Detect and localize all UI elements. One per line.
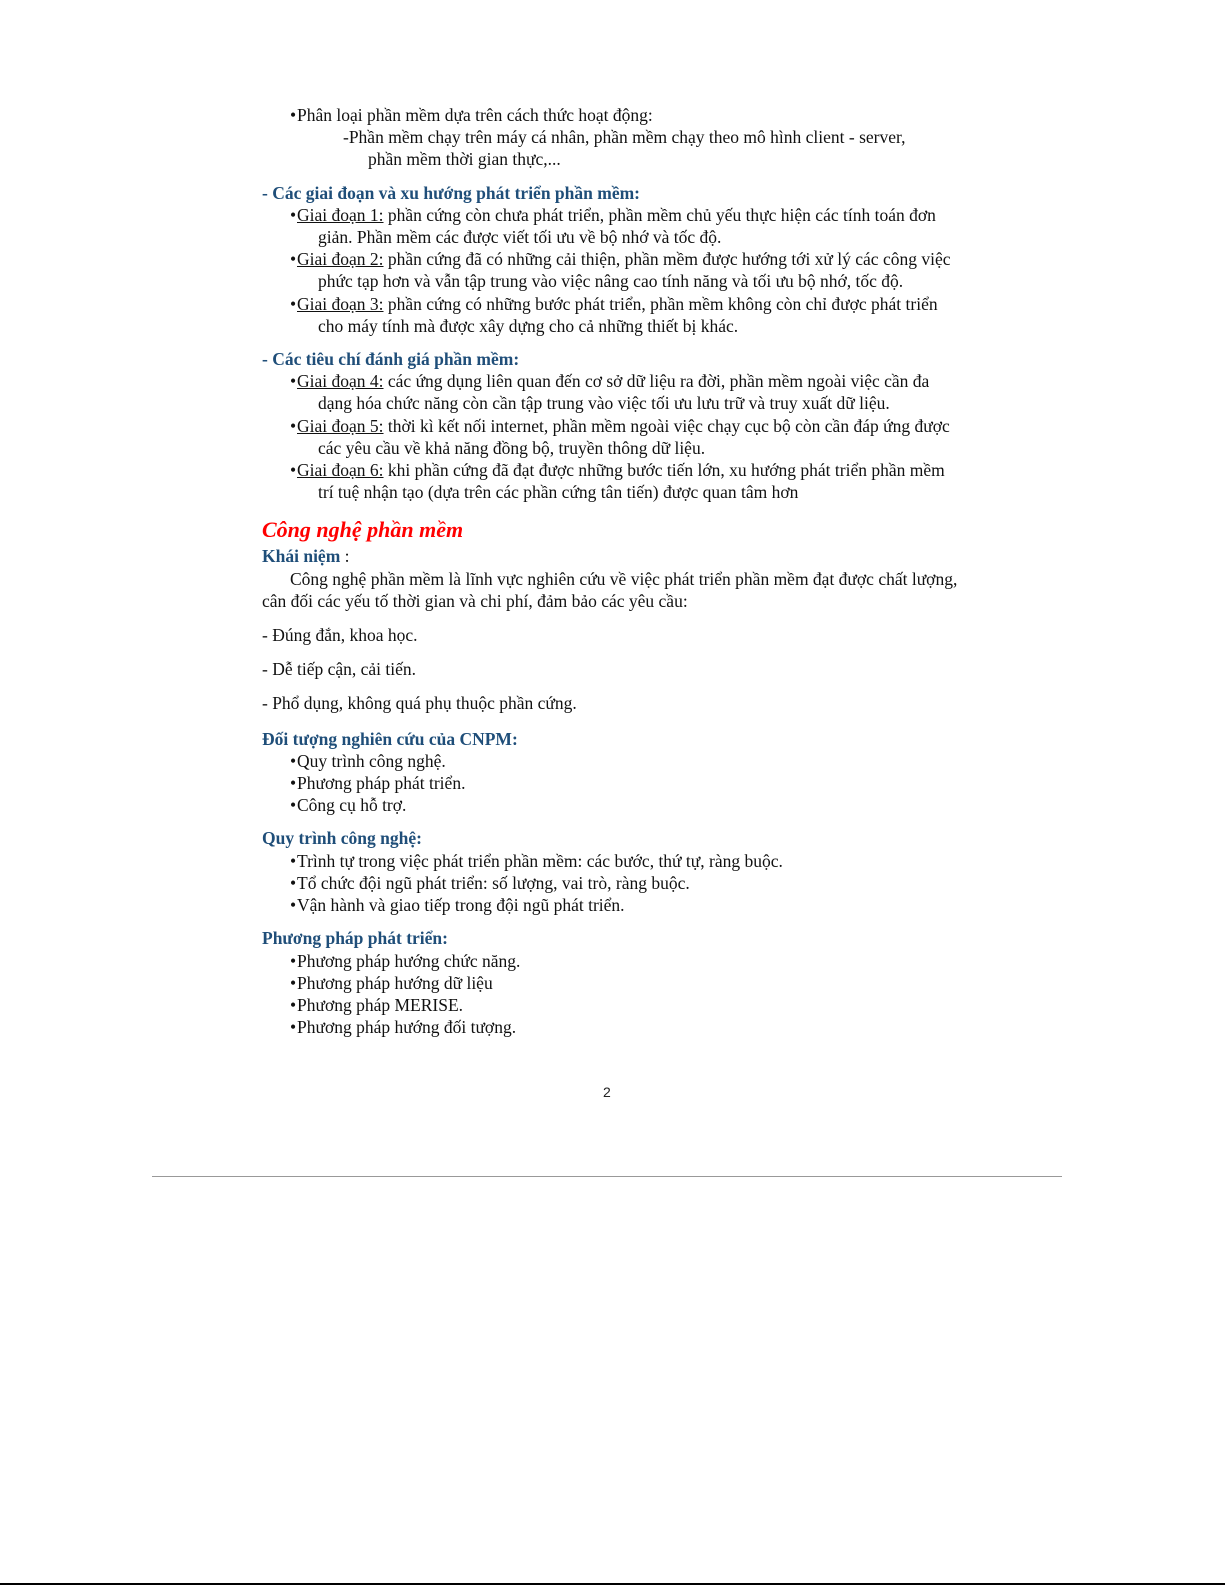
stage-item (262, 204, 962, 248)
stage-name: Giai đoạn 2: (297, 249, 384, 270)
classification-sub-item (262, 126, 962, 170)
list-item: • Phương pháp hướng dữ liệu (262, 972, 962, 994)
stage-name: Giai đoạn 1: (297, 204, 384, 225)
requirement-item: - Dễ tiếp cận, cải tiến. (262, 659, 417, 680)
list-item: • Trình tự trong việc phát triển phần mềm: các bước, thứ tự, ràng buộc. (262, 850, 962, 872)
section-title: Công nghệ phần mềm (262, 517, 464, 543)
concept-colon: : (340, 546, 350, 567)
concept-paragraph: Công nghệ phần mềm là lĩnh vực nghiên cứu về việc phát triển phần mềm đạt được chất lượng, cân đối các yếu tố thời gian và chi phí, đảm bảo các yêu cầu: (262, 568, 958, 611)
objects-heading: Đối tượng nghiên cứu của CNPM: (262, 728, 518, 749)
stage-item (262, 415, 962, 459)
list-item: • Phương pháp hướng chức năng. (262, 950, 962, 972)
page-divider (152, 1176, 1062, 1177)
stage-item (262, 370, 962, 414)
list-item: • Phương pháp phát triển. (262, 772, 962, 794)
requirement-item: - Đúng đắn, khoa học. (262, 625, 418, 646)
concept-heading (262, 545, 962, 567)
list-item: • Công cụ hỗ trợ. (262, 794, 962, 816)
list-item: • Quy trình công nghệ. (262, 750, 962, 772)
classification-sub-line2: phần mềm thời gian thực,... (368, 149, 561, 170)
methods-heading: Phương pháp phát triển: (262, 928, 448, 949)
requirement-item: - Phổ dụng, không quá phụ thuộc phần cứng. (262, 693, 577, 714)
list-item: • Tổ chức đội ngũ phát triển: số lượng, vai trò, ràng buộc. (262, 872, 962, 894)
stage-item (262, 293, 962, 337)
page-number: 2 (603, 1084, 611, 1100)
criteria-heading: - Các tiêu chí đánh giá phần mềm: (262, 349, 520, 370)
page-content (262, 104, 962, 1038)
stage-text: khi phần cứng đã đạt được những bước tiến lớn, xu hướng phát triển phần mềm trí tuệ nhận tạo (dựa trên các phần cứng tân tiến) được quan tâm hơn (318, 460, 945, 503)
stage-text: các ứng dụng liên quan đến cơ sở dữ liệu ra đời, phần mềm ngoài việc cần đa dạng hóa chức năng còn cần tập trung vào việc tối ưu lưu trữ và truy xuất dữ liệu. (318, 371, 930, 414)
stage-text: phần cứng có những bước phát triển, phần mềm không còn chỉ được phát triển cho máy tính mà được xây dựng cho cả những thiết bị khác. (318, 293, 938, 336)
list-item: • Phương pháp MERISE. (262, 994, 962, 1016)
stage-name: Giai đoạn 6: (297, 460, 384, 481)
classification-bullet: • Phân loại phần mềm dựa trên cách thức hoạt động: (262, 104, 962, 126)
stage-item (262, 459, 962, 503)
process-heading: Quy trình công nghệ: (262, 828, 422, 849)
classification-sub-line1: Phần mềm chạy trên máy cá nhân, phần mềm chạy theo mô hình client - server, (348, 127, 906, 148)
stage-name: Giai đoạn 4: (297, 371, 384, 392)
stage-text: phần cứng đã có những cải thiện, phần mềm được hướng tới xử lý các công việc phức tạp hơn và vẫn tập trung vào việc nâng cao tính năng và tối ưu bộ nhớ, tốc độ. (318, 249, 951, 292)
stage-name: Giai đoạn 5: (297, 415, 384, 436)
stage-item (262, 248, 962, 292)
stage-text: thời kì kết nối internet, phần mềm ngoài việc chạy cục bộ còn cần đáp ứng được các yêu cầu về khả năng đồng bộ, truyền thông dữ liệu. (318, 415, 950, 458)
stages-heading: - Các giai đoạn và xu hướng phát triển phần mềm: (262, 182, 641, 203)
list-item: • Vận hành và giao tiếp trong đội ngũ phát triển. (262, 894, 962, 916)
stage-text: phần cứng còn chưa phát triển, phần mềm chủ yếu thực hiện các tính toán đơn giản. Phần mềm các được viết tối ưu về bộ nhớ và tốc độ. (318, 204, 936, 248)
list-item: • Phương pháp hướng đối tượng. (262, 1016, 962, 1038)
stage-name: Giai đoạn 3: (297, 293, 384, 314)
concept-label: Khái niệm (262, 546, 341, 567)
